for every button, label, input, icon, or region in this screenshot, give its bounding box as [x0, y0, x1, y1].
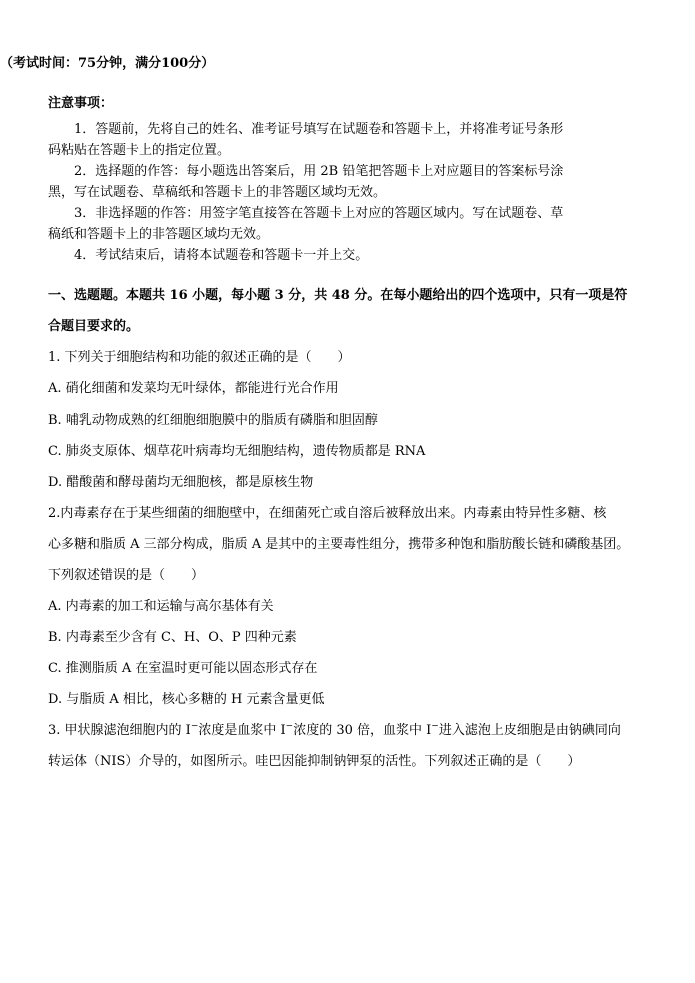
question-2-option-d: D. 与脂质 A 相比，核心多糖的 H 元素含量更低: [48, 692, 325, 707]
notice-item-3-line-1: 3．非选择题的作答：用签字笔直接答在答题卡上对应的答题区域内。写在试题卷、草: [74, 206, 564, 221]
question-2-stem-line-2: 心多糖和脂质 A 三部分构成，脂质 A 是其中的主要毒性组分，携带多种饱和脂肪酸长链和磷酸基团。: [48, 537, 630, 552]
question-2-option-c: C. 推测脂质 A 在室温时更可能以固态形式存在: [48, 661, 318, 676]
notice-item-2-line-1: 2．选择题的作答：每小题选出答案后，用 2B 铅笔把答题卡上对应题目的答案标号涂: [74, 164, 564, 179]
question-1-option-c: C. 肺炎支原体、烟草花叶病毒均无细胞结构，遗传物质都是 RNA: [48, 444, 426, 459]
notice-item-1-line-2: 码粘贴在答题卡上的指定位置。: [48, 143, 231, 158]
question-2-option-a: A. 内毒素的加工和运输与高尔基体有关: [48, 599, 274, 614]
question-2-stem-line-1: 2.内毒素存在于某些细菌的细胞壁中，在细菌死亡或自溶后被释放出来。内毒素由特异性多糖、核: [48, 506, 607, 521]
question-1-option-b: B. 哺乳动物成熟的红细胞细胞膜中的脂质有磷脂和胆固醇: [48, 413, 378, 428]
iodide-charge-1: −: [190, 721, 199, 732]
notice-item-4: 4．考试结束后，请将本试题卷和答题卡一并上交。: [74, 248, 369, 263]
question-3-stem-part-4: 进入滤泡上皮细胞是由钠碘同向: [438, 723, 621, 738]
question-3-stem-line-2: 转运体（NIS）介导的，如图所示。哇巴因能抑制钠钾泵的活性。下列叙述正确的是（ ）: [48, 754, 581, 769]
question-2-option-b: B. 内毒素至少含有 C、H、O、P 四种元素: [48, 630, 297, 645]
question-3-stem-part-2: 浓度是血浆中 I: [198, 723, 286, 738]
question-1-option-a: A. 硝化细菌和发菜均无叶绿体，都能进行光合作用: [48, 381, 339, 396]
notice-item-3-line-2: 稿纸和答题卡上的非答题区域均无效。: [48, 227, 270, 242]
question-3-stem-line-1: [48, 722, 621, 740]
section-heading-line-1: 一、选题题。本题共 16 小题，每小题 3 分，共 48 分。在每小题给出的四个选项中，只有一项是符: [48, 288, 628, 303]
question-3-stem-part-1: 3. 甲状腺滤泡细胞内的 I: [48, 723, 191, 738]
notice-item-1-line-1: 1．答题前，先将自己的姓名、准考证号填写在试题卷和答题卡上，并将准考证号条形: [74, 122, 564, 137]
notice-title: 注意事项：: [48, 96, 114, 111]
notice-item-2-line-2: 黑，写在试题卷、草稿纸和答题卡上的非答题区域均无效。: [48, 185, 387, 200]
question-3-stem-part-3: 浓度的 30 倍，血浆中 I: [293, 723, 432, 738]
question-1-stem: 1. 下列关于细胞结构和功能的叙述正确的是（ ）: [48, 350, 351, 365]
iodide-charge-3: −: [431, 721, 439, 732]
exam-info: （考试时间：75分钟，满分100分）: [0, 56, 215, 71]
question-2-stem-line-3: 下列叙述错误的是（ ）: [48, 568, 205, 583]
section-heading-line-2: 合题目要求的。: [48, 319, 140, 334]
question-1-option-d: D. 醋酸菌和酵母菌均无细胞核，都是原核生物: [48, 475, 314, 490]
iodide-charge-2: −: [285, 721, 294, 732]
